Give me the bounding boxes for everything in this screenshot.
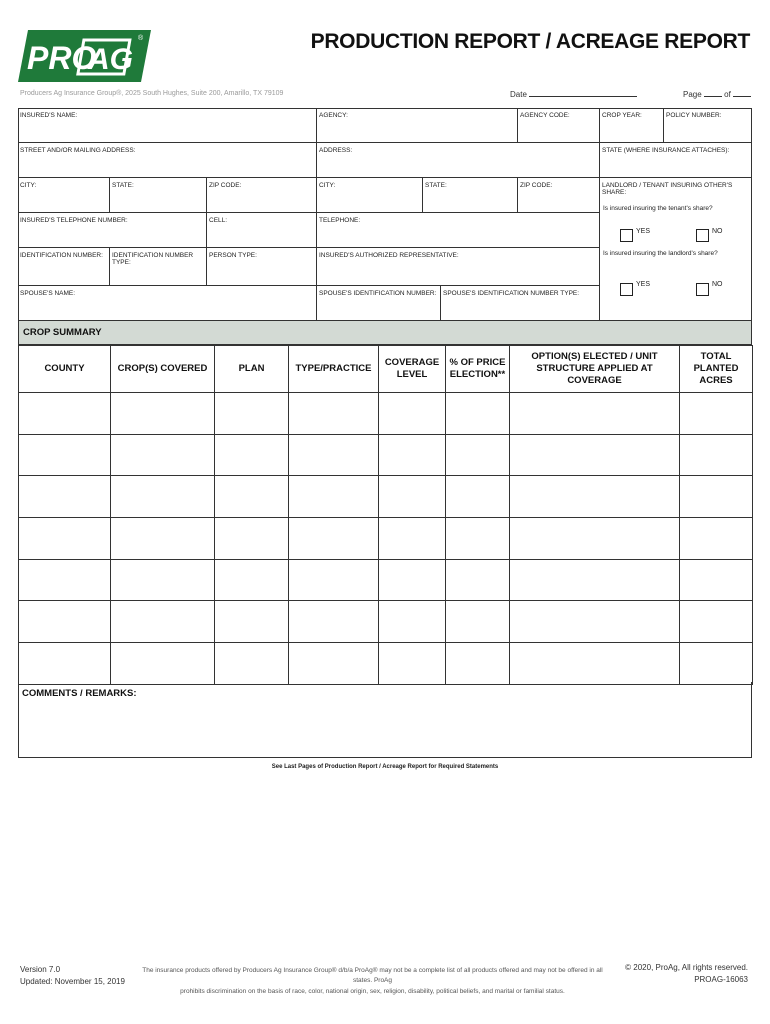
table-cell[interactable]	[19, 518, 111, 560]
table-cell[interactable]	[111, 601, 215, 643]
table-cell[interactable]	[19, 476, 111, 518]
table-cell[interactable]	[510, 434, 680, 476]
agency-city-field[interactable]: CITY:	[317, 178, 423, 213]
table-cell[interactable]	[379, 518, 446, 560]
landlord-yes-checkbox[interactable]	[620, 283, 633, 296]
comments-remarks-label: COMMENTS / REMARKS:	[22, 688, 137, 699]
crop-summary-body	[19, 393, 753, 685]
logo-registered-mark: ®	[138, 35, 144, 42]
logo-ag-text: AG	[88, 43, 133, 76]
table-cell[interactable]	[446, 559, 510, 601]
table-cell[interactable]	[379, 434, 446, 476]
table-cell[interactable]	[289, 559, 379, 601]
table-cell[interactable]	[215, 643, 289, 685]
table-row	[19, 434, 753, 476]
authorized-representative-field[interactable]: INSURED'S AUTHORIZED REPRESENTATIVE:	[317, 248, 600, 286]
date-blank[interactable]	[529, 89, 637, 97]
table-cell[interactable]	[289, 434, 379, 476]
tenant-share-question: Is insured insuring the tenant's share?	[603, 205, 713, 212]
table-cell[interactable]	[19, 643, 111, 685]
table-cell[interactable]	[446, 643, 510, 685]
table-row	[19, 393, 753, 435]
table-cell[interactable]	[680, 476, 753, 518]
table-cell[interactable]	[111, 393, 215, 435]
agency-telephone-field[interactable]: TELEPHONE:	[317, 213, 600, 248]
identification-number-type-field[interactable]: IDENTIFICATION NUMBER TYPE:	[110, 248, 207, 286]
insured-city-field[interactable]: CITY:	[18, 178, 110, 213]
agency-zip-field[interactable]: ZIP CODE:	[518, 178, 600, 213]
table-cell[interactable]	[215, 601, 289, 643]
table-cell[interactable]	[379, 393, 446, 435]
table-cell[interactable]	[510, 601, 680, 643]
table-cell[interactable]	[680, 601, 753, 643]
table-cell[interactable]	[289, 476, 379, 518]
table-cell[interactable]	[510, 476, 680, 518]
column-header-price-election: % OF PRICE ELECTION**	[446, 346, 510, 393]
table-row	[19, 643, 753, 685]
copyright-text: © 2020, ProAg, All rights reserved.	[625, 963, 748, 972]
table-cell[interactable]	[446, 476, 510, 518]
table-cell[interactable]	[215, 393, 289, 435]
spouses-id-type-field[interactable]: SPOUSE'S IDENTIFICATION NUMBER TYPE:	[441, 286, 600, 321]
table-cell[interactable]	[111, 518, 215, 560]
of-label: of	[724, 90, 731, 99]
insured-telephone-field[interactable]: INSURED'S TELEPHONE NUMBER:	[18, 213, 207, 248]
version-info	[20, 964, 125, 989]
disclaimer-line-1: The insurance products offered by Producers Ag Insurance Group® d/b/a ProAg® may not be a complete list of all products offered and may not be offered in all states. ProAg	[142, 967, 603, 985]
table-cell[interactable]	[215, 518, 289, 560]
copyright-block	[625, 962, 748, 987]
agency-address-field[interactable]: ADDRESS:	[317, 143, 600, 178]
landlord-no-label: NO	[712, 281, 723, 288]
table-cell[interactable]	[510, 559, 680, 601]
column-header-crops-covered: CROP(S) COVERED	[111, 346, 215, 393]
table-cell[interactable]	[680, 559, 753, 601]
landlord-yes-label: YES	[636, 281, 651, 288]
date-field[interactable]	[510, 89, 637, 99]
table-row	[19, 476, 753, 518]
table-cell[interactable]	[215, 434, 289, 476]
column-header-options-elected: OPTION(S) ELECTED / UNIT STRUCTURE APPLIED AT COVERAGE	[510, 346, 680, 393]
tenant-no-checkbox[interactable]	[696, 229, 709, 242]
table-row	[19, 559, 753, 601]
insureds-name-field[interactable]: INSURED'S NAME:	[18, 108, 317, 143]
insured-info-grid	[18, 108, 752, 321]
insured-state-field[interactable]: STATE:	[110, 178, 207, 213]
page-total-blank[interactable]	[733, 89, 751, 97]
table-cell[interactable]	[19, 393, 111, 435]
table-cell[interactable]	[111, 643, 215, 685]
spouses-name-field[interactable]: SPOUSE'S NAME:	[18, 286, 317, 321]
version-label: Version 7.0	[20, 965, 61, 974]
table-cell[interactable]	[379, 559, 446, 601]
agency-state-field[interactable]: STATE:	[423, 178, 518, 213]
table-cell[interactable]	[510, 393, 680, 435]
form-number: PROAG-16063	[694, 975, 748, 985]
logo-pro-text: PRO	[27, 40, 97, 76]
table-cell[interactable]	[111, 434, 215, 476]
table-cell[interactable]	[379, 476, 446, 518]
person-type-field[interactable]: PERSON TYPE:	[207, 248, 317, 286]
crop-summary-heading: CROP SUMMARY	[18, 321, 752, 345]
landlord-tenant-label: LANDLORD / TENANT INSURING OTHER'S SHARE:	[602, 182, 733, 196]
required-statements-note: See Last Pages of Production Report / Acreage Report for Required Statements	[271, 764, 499, 770]
crop-year-field[interactable]: CROP YEAR:	[600, 108, 664, 143]
column-header-county: COUNTY	[19, 346, 111, 393]
table-cell[interactable]	[289, 518, 379, 560]
tenant-no-label: NO	[712, 228, 723, 235]
table-cell[interactable]	[379, 601, 446, 643]
crop-summary-header-row	[19, 346, 753, 393]
page-label: Page	[683, 90, 702, 99]
table-cell[interactable]	[215, 476, 289, 518]
proag-logo	[18, 28, 151, 84]
table-cell[interactable]	[19, 434, 111, 476]
policy-number-field[interactable]: POLICY NUMBER:	[664, 108, 752, 143]
table-cell[interactable]	[215, 559, 289, 601]
column-header-type-practice: TYPE/PRACTICE	[289, 346, 379, 393]
table-cell[interactable]	[446, 434, 510, 476]
agency-code-field[interactable]: AGENCY CODE:	[518, 108, 600, 143]
table-cell[interactable]	[289, 643, 379, 685]
page-title: PRODUCTION REPORT / ACREAGE REPORT	[310, 30, 750, 53]
column-header-total-planted-acres: TOTAL PLANTED ACRES	[680, 346, 753, 393]
table-row	[19, 518, 753, 560]
tenant-yes-checkbox[interactable]	[620, 229, 633, 242]
column-header-coverage-level: COVERAGE LEVEL	[379, 346, 446, 393]
page-blank[interactable]	[704, 89, 722, 97]
table-cell[interactable]	[446, 518, 510, 560]
crop-summary-table	[18, 345, 753, 685]
page-field[interactable]	[683, 89, 751, 99]
table-cell[interactable]	[680, 393, 753, 435]
company-address: Producers Ag Insurance Group®, 2025 South Hughes, Suite 200, Amarillo, TX 79109	[20, 90, 284, 97]
table-cell[interactable]	[19, 559, 111, 601]
table-row	[19, 601, 753, 643]
updated-date: Updated: November 15, 2019	[20, 977, 125, 987]
disclaimer	[140, 966, 605, 997]
table-cell[interactable]	[446, 601, 510, 643]
identification-number-field[interactable]: IDENTIFICATION NUMBER:	[18, 248, 110, 286]
cell-field[interactable]: CELL:	[207, 213, 317, 248]
date-label: Date	[510, 90, 527, 99]
landlord-share-question: Is insured insuring the landlord's share?	[603, 250, 718, 257]
table-cell[interactable]	[510, 518, 680, 560]
tenant-yes-label: YES	[636, 228, 651, 235]
table-cell[interactable]	[680, 643, 753, 685]
comments-remarks-box[interactable]	[18, 682, 752, 758]
table-cell[interactable]	[446, 393, 510, 435]
state-attaches-field[interactable]: STATE (WHERE INSURANCE ATTACHES):	[600, 143, 752, 178]
street-address-field[interactable]: STREET AND/OR MAILING ADDRESS:	[18, 143, 317, 178]
table-cell[interactable]	[19, 601, 111, 643]
spouses-id-number-field[interactable]: SPOUSE'S IDENTIFICATION NUMBER:	[317, 286, 441, 321]
table-cell[interactable]	[111, 476, 215, 518]
table-cell[interactable]	[680, 518, 753, 560]
table-cell[interactable]	[289, 393, 379, 435]
agency-field[interactable]: AGENCY:	[317, 108, 518, 143]
insured-zip-field[interactable]: ZIP CODE:	[207, 178, 317, 213]
table-cell[interactable]	[289, 601, 379, 643]
table-cell[interactable]	[680, 434, 753, 476]
table-cell[interactable]	[379, 643, 446, 685]
disclaimer-line-2: prohibits discrimination on the basis of race, color, national origin, sex, religion, disability, political beliefs, and marital or familial status.	[180, 987, 565, 995]
table-cell[interactable]	[510, 643, 680, 685]
table-cell[interactable]	[111, 559, 215, 601]
column-header-plan: PLAN	[215, 346, 289, 393]
landlord-no-checkbox[interactable]	[696, 283, 709, 296]
